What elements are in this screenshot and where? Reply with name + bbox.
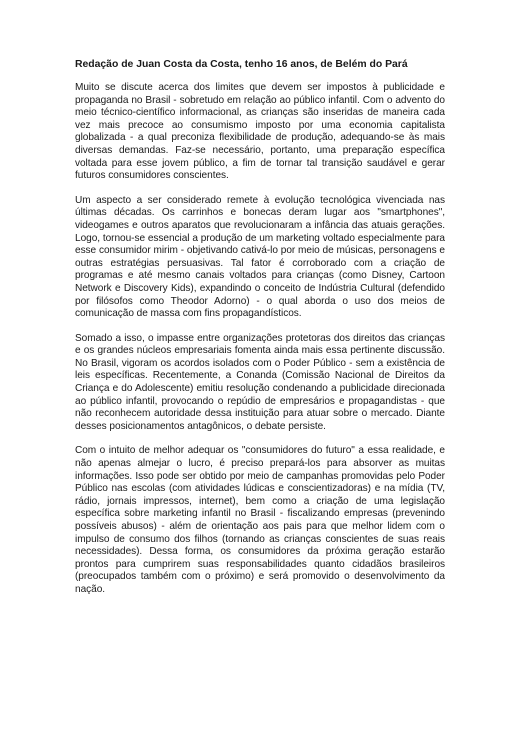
essay-title: Redação de Juan Costa da Costa, tenho 16 anos, de Belém do Pará (75, 59, 408, 70)
essay-paragraph-3: Somado a isso, o impasse entre organizações protetoras dos direitos das crianças e os grandes núcleos empresariais fomenta ainda mais essa pertinente discussão. No Brasil, vigoram os acordos isolados com o Poder Público - sem a existência de leis específicas. Recentemente, a Conanda (Comissão Nacional de Direitos da Criança e do Adolescente) emitiu resolução condenando a publicidade direcionada ao público infantil, provocando o repúdio de empresários e propagandistas - que não reconhecem autoridade dessa instituição para atuar sobre o mercado. Diante desses posicionamentos antagônicos, o debate persiste. (75, 332, 445, 432)
essay-paragraph-2: Um aspecto a ser considerado remete à evolução tecnológica vivenciada nas últimas décadas. Os carrinhos e bonecas deram lugar aos "smartphones", videogames e outros aparatos que revolucionaram a infância das atuais gerações. Logo, tornou-se essencial a produção de um marketing voltado especialmente para esse consumidor mirim - objetivando cativá-lo por meio de músicas, personagens e outras estratégias persuasivas. Tal fator é corroborado com a criação de programas e até mesmo canais voltados para crianças (como Disney, Cartoon Network e Discovery Kids), expandindo o conceito de Indústria Cultural (defendido por filósofos como Theodor Adorno) - o qual aborda o uso dos meios de comunicação de massa com fins propagandísticos. (75, 194, 445, 320)
essay-page (75, 58, 445, 609)
essay-paragraph-1: Muito se discute acerca dos limites que devem ser impostos à publicidade e propaganda no Brasil - sobretudo em relação ao público infantil. Com o advento do meio técnico-científico informacional, as crianças são inseridas de maneira cada vez mais precoce ao consumismo imposto por uma economia capitalista globalizada - a qual preconiza flexibilidade de produção, adequando-se às mais diversas demandas. Faz-se necessário, portanto, uma preparação específica voltada para esse jovem público, a fim de tornar tal transição saudável e gerar futuros consumidores conscientes. (75, 82, 445, 182)
essay-paragraph-4: Com o intuito de melhor adequar os "consumidores do futuro" a essa realidade, e não apenas almejar o lucro, é preciso prepará-los para absorver as muitas informações. Isso pode ser obtido por meio de campanhas promovidas pelo Poder Público nas escolas (com atividades lúdicas e conscientizadoras) e na mídia (TV, rádio, jornais impressos, internet), bem como a criação de uma legislação específica sobre marketing infantil no Brasil - fiscalizando empresas (prevenindo possíveis abusos) - além de orientação aos pais para que melhor lidem com o impulso de consumo dos filhos (tornando as crianças conscientes de suas reais necessidades). Dessa forma, os consumidores da próxima geração estarão prontos para cumprirem suas responsabilidades quanto cidadãos brasileiros (preocupados também com o próximo) e será promovido o desenvolvimento da nação. (75, 445, 445, 595)
